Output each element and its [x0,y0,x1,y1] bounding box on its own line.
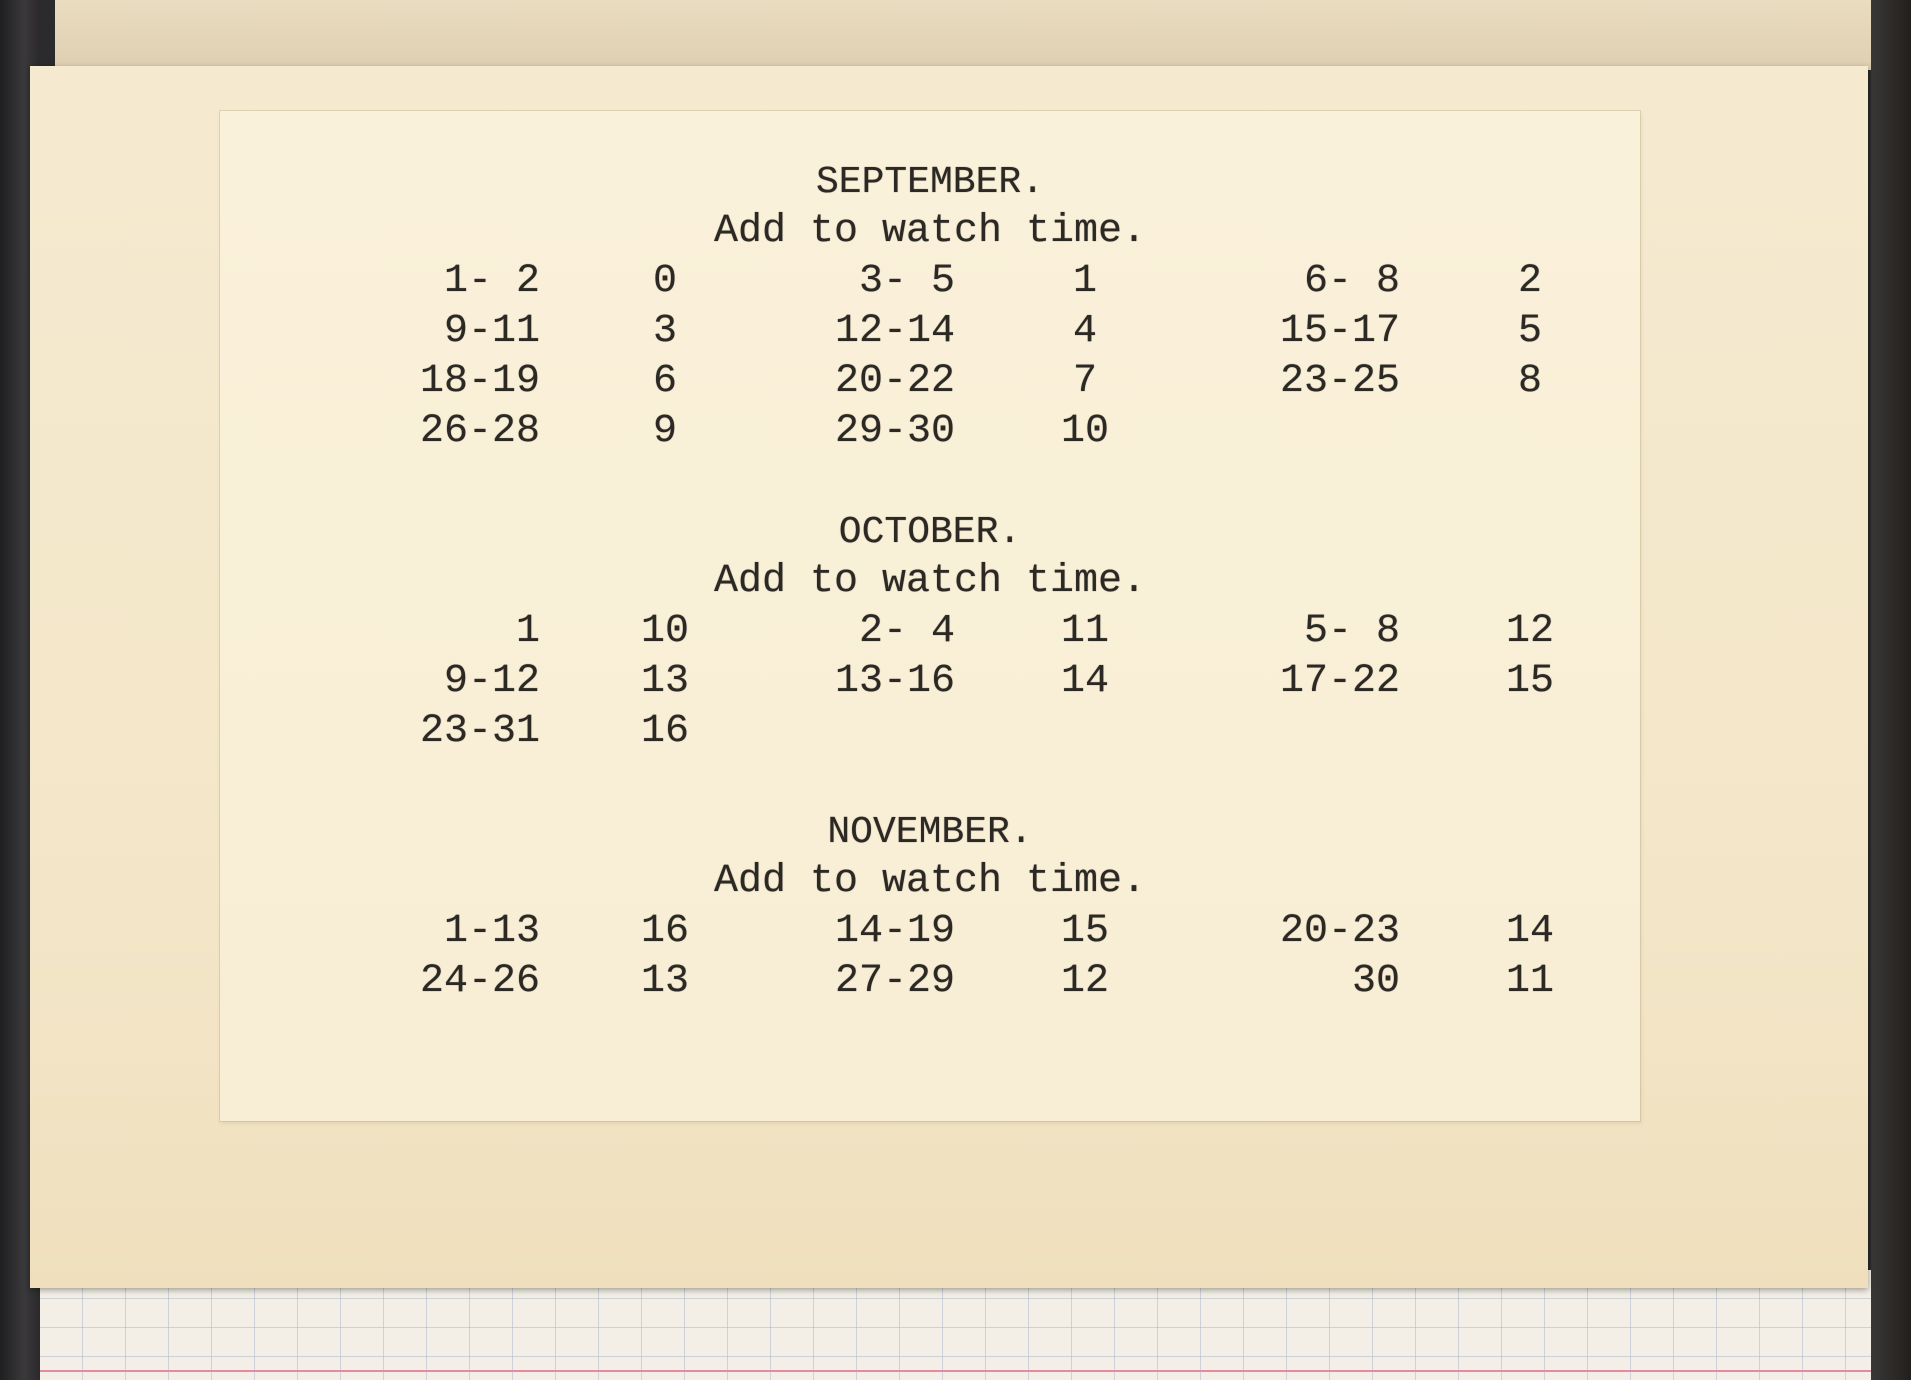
date-range: 17-22 [1279,659,1400,704]
add-minutes: 4 [1072,309,1097,354]
date-range: 9-11 [443,309,540,354]
date-range: 1 [515,609,540,654]
month-title: SEPTEMBER. [815,161,1045,204]
add-minutes: 11 [1505,959,1554,1004]
add-minutes: 2 [1517,259,1542,304]
add-minutes: 15 [1505,659,1554,704]
date-range: 13-16 [834,659,955,704]
add-minutes: 11 [1060,609,1109,654]
add-minutes: 8 [1517,359,1542,404]
date-range: 26-28 [419,409,540,454]
date-range: 30 [1351,959,1400,1004]
add-minutes: 12 [1060,959,1109,1004]
add-minutes: 9 [652,409,677,454]
date-range: 3- 5 [858,259,955,304]
add-minutes: 6 [652,359,677,404]
date-range: 9-12 [443,659,540,704]
add-minutes: 3 [652,309,677,354]
table-row [220,959,1640,1005]
add-minutes: 16 [640,909,689,954]
add-minutes: 13 [640,959,689,1004]
date-range: 24-26 [419,959,540,1004]
month-title: NOVEMBER. [827,811,1033,854]
table-row [220,659,1640,705]
add-minutes: 14 [1060,659,1109,704]
table-row [220,309,1640,355]
add-minutes: 7 [1072,359,1097,404]
date-range: 27-29 [834,959,955,1004]
album-page [30,66,1868,1288]
back-page [55,0,1875,70]
month-title: OCTOBER. [838,511,1022,554]
add-minutes: 16 [640,709,689,754]
add-minutes: 15 [1060,909,1109,954]
date-range: 12-14 [834,309,955,354]
add-minutes: 14 [1505,909,1554,954]
add-minutes: 10 [1060,409,1109,454]
add-minutes: 13 [640,659,689,704]
date-range: 23-31 [419,709,540,754]
date-range: 5- 8 [1303,609,1400,654]
add-minutes: 5 [1517,309,1542,354]
binder-edge-right [1871,0,1911,1380]
date-range: 18-19 [419,359,540,404]
table-row [220,909,1640,955]
table-row [220,709,1640,755]
month-subtitle: Add to watch time. [713,559,1147,604]
table-row [220,359,1640,405]
month-subtitle: Add to watch time. [713,859,1147,904]
table-row [220,409,1640,455]
ledger-margin-line [40,1370,1875,1372]
add-minutes: 0 [652,259,677,304]
date-range: 23-25 [1279,359,1400,404]
add-minutes: 12 [1505,609,1554,654]
date-range: 29-30 [834,409,955,454]
date-range: 6- 8 [1303,259,1400,304]
date-range: 20-22 [834,359,955,404]
date-range: 1- 2 [443,259,540,304]
date-range: 2- 4 [858,609,955,654]
add-minutes: 1 [1072,259,1097,304]
date-range: 20-23 [1279,909,1400,954]
date-range: 1-13 [443,909,540,954]
typed-slip [220,111,1640,1121]
add-minutes: 10 [640,609,689,654]
month-subtitle: Add to watch time. [713,209,1147,254]
table-row [220,259,1640,305]
date-range: 14-19 [834,909,955,954]
table-row [220,609,1640,655]
date-range: 15-17 [1279,309,1400,354]
